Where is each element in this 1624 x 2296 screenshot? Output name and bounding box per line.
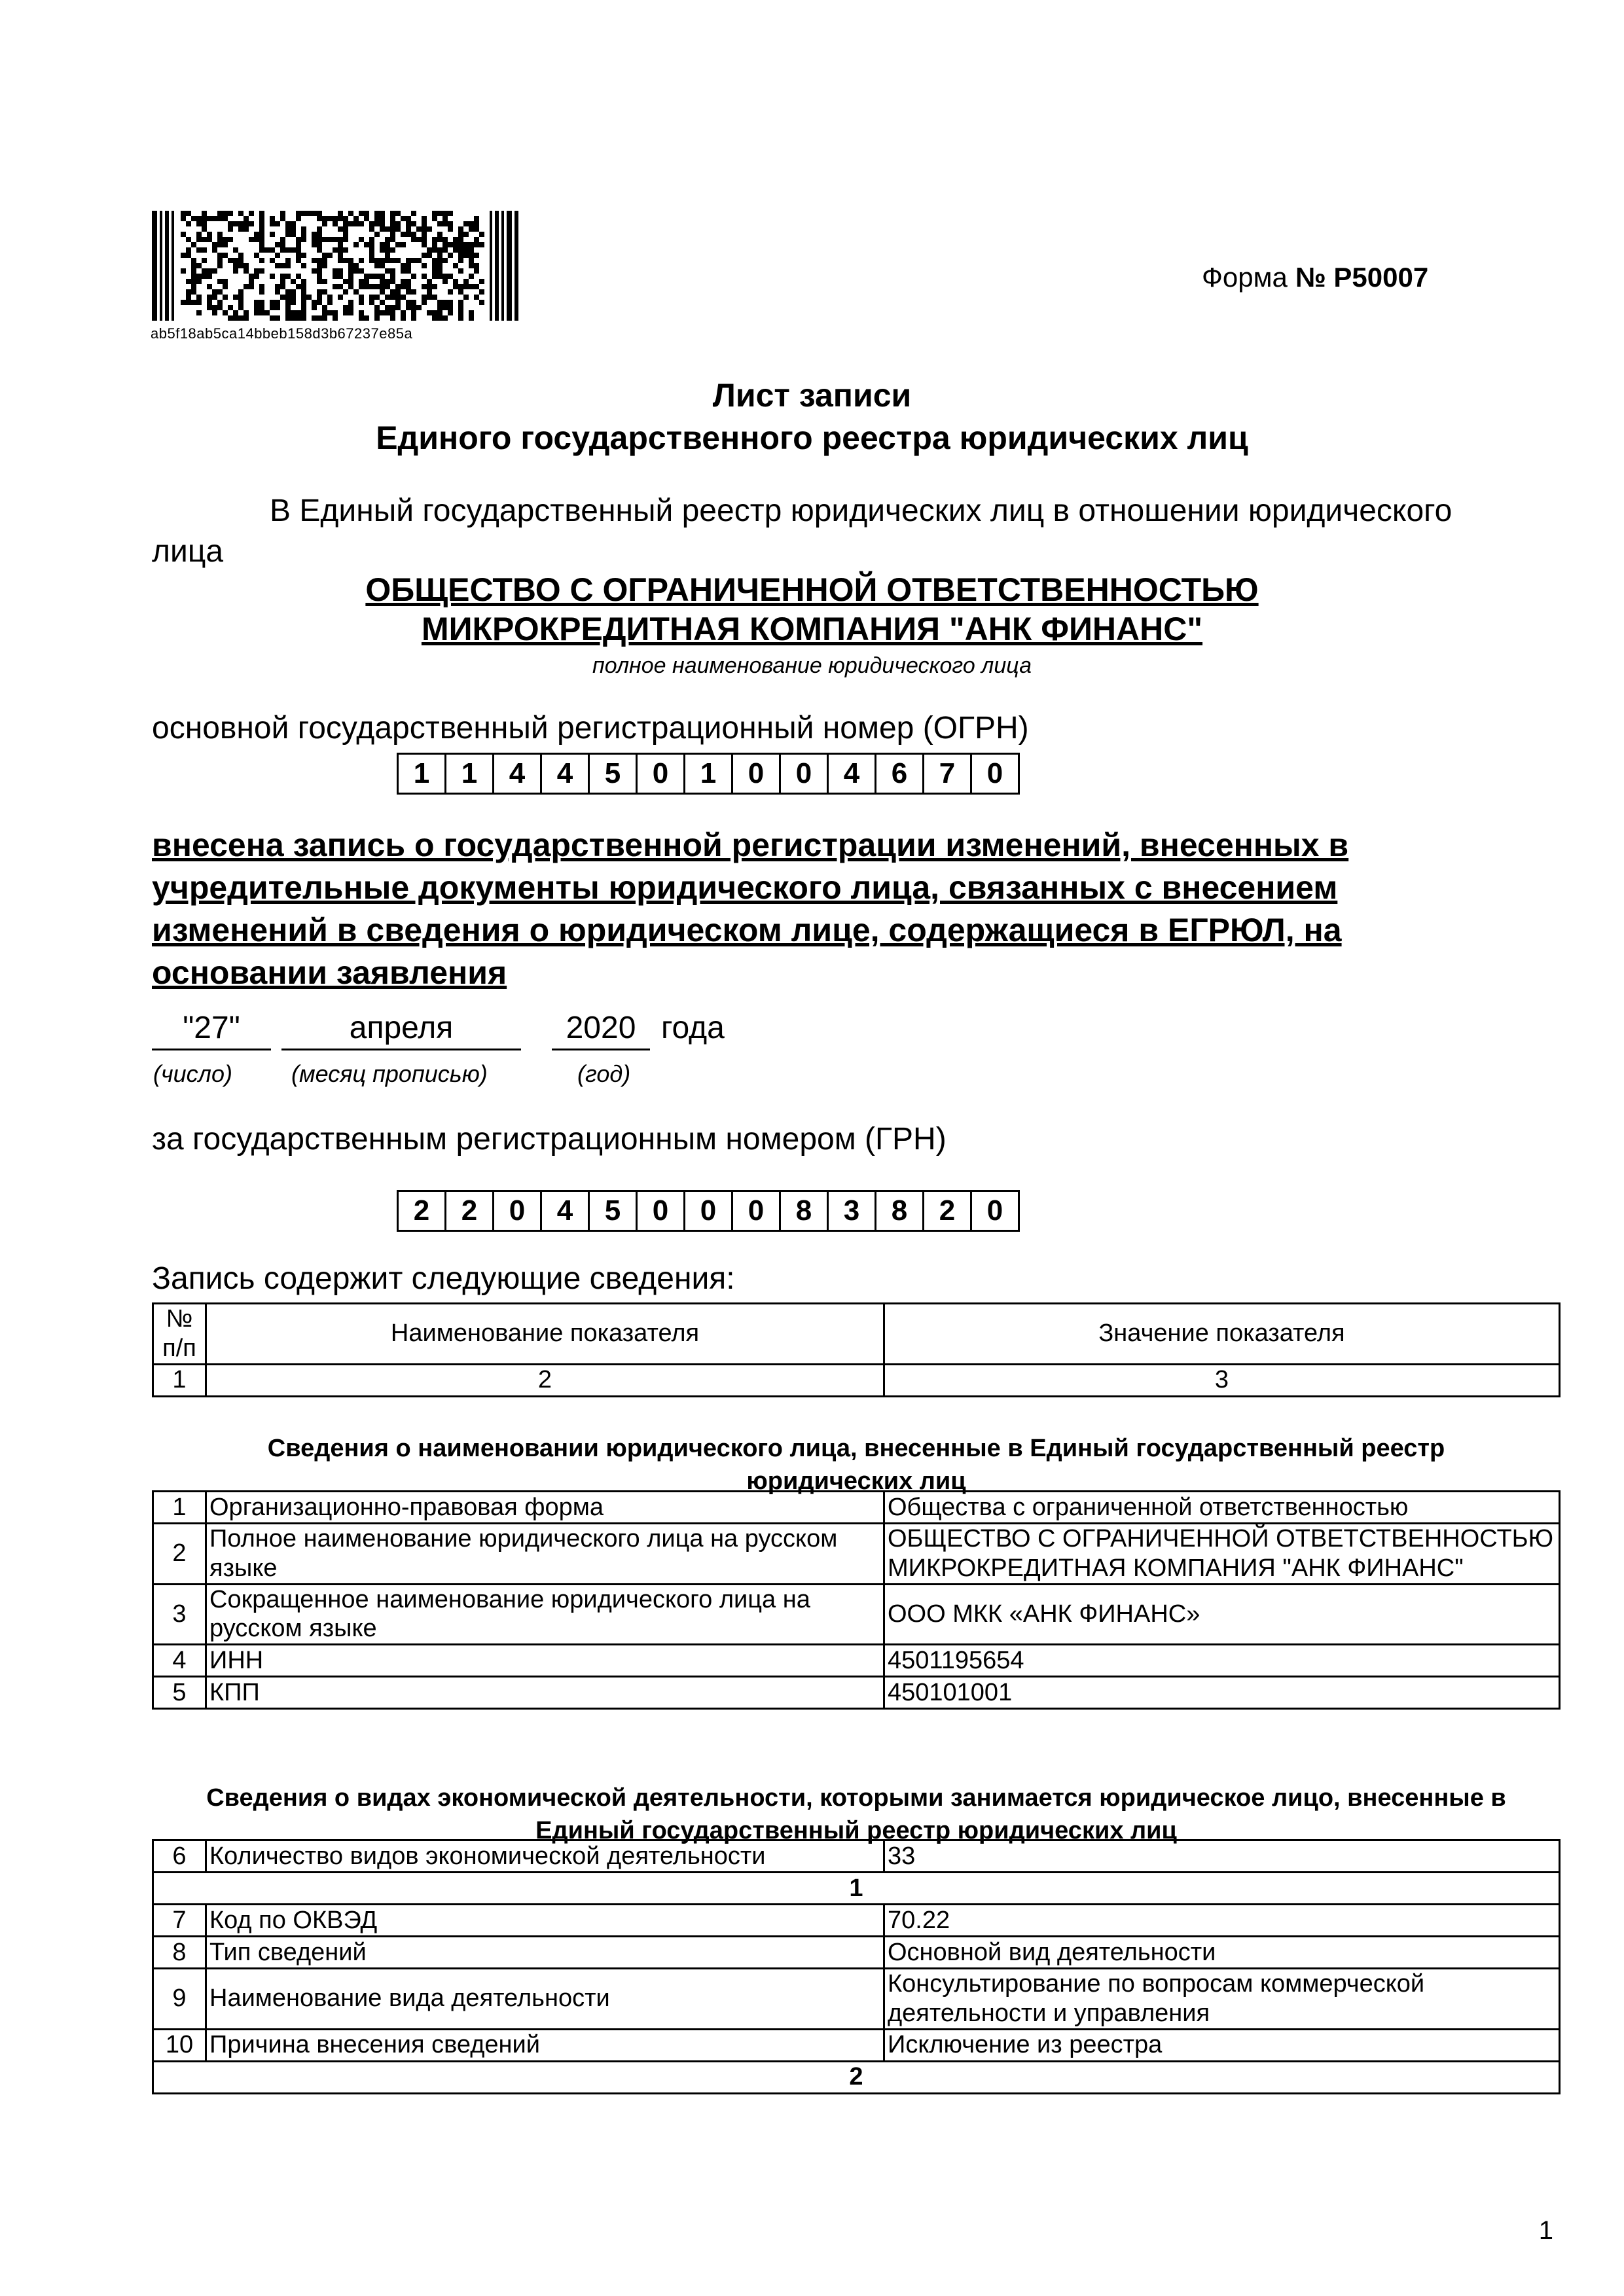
row-name: ИНН [206,1645,884,1677]
index-col1: 1 [153,1364,206,1396]
grn-digit: 3 [829,1192,876,1230]
row-name: КПП [206,1677,884,1709]
ogrn-digit-boxes [397,753,1020,795]
grn-digit: 4 [542,1192,590,1230]
date-day-caption: (число) [153,1060,232,1087]
row-name: Организационно-правовая форма [206,1492,884,1524]
row-value: Общества с ограниченной ответственностью [884,1492,1560,1524]
table-row [153,1937,1560,1969]
table-index-row [153,1364,1560,1396]
grn-digit: 2 [924,1192,972,1230]
row-name: Код по ОКВЭД [206,1905,884,1937]
barcode-image [152,211,518,321]
grn-digit: 0 [986,1194,1003,1227]
records-header-table [152,1302,1561,1397]
form-number [1202,262,1428,293]
table-header-row [153,1304,1560,1365]
date-year-caption: (год) [577,1060,631,1087]
ogrn-digit: 1 [446,755,494,793]
row-value: ООО МКК «АНК ФИНАНС» [884,1584,1560,1645]
entry-description-line1: внесена запись о государственной регистрации изменений, внесенных в [152,827,1349,863]
section-title-activity-info [152,1782,1561,1847]
row-name: Сокращенное наименование юридического лица на русском языке [206,1584,884,1645]
header-value: Значение показателя [884,1304,1560,1365]
table-row [153,1969,1560,2030]
grn-digit: 0 [638,1192,685,1230]
date-month-caption: (месяц прописью) [291,1060,488,1087]
ogrn-digit: 4 [829,755,876,793]
grn-digit: 8 [781,1192,829,1230]
section-title-name-info [152,1432,1561,1498]
table-row [153,1584,1560,1645]
row-value: Консультирование по вопросам коммерческой деятельности и управления [884,1969,1560,2030]
records-intro: Запись содержит следующие сведения: [152,1261,735,1296]
intro-text-line2: лица [152,534,224,569]
row-num: 7 [153,1905,206,1937]
row-value: ОБЩЕСТВО С ОГРАНИЧЕННОЙ ОТВЕТСТВЕННОСТЬЮ МИКРОКРЕДИТНАЯ КОМПАНИЯ "АНК ФИНАНС" [884,1524,1560,1585]
ogrn-digit: 0 [638,755,685,793]
table-group-row [153,2061,1560,2093]
row-name: Полное наименование юридического лица на русском языке [206,1524,884,1585]
section1-title-line2: юридических лиц [746,1467,966,1496]
row-value: Основной вид деятельности [884,1937,1560,1969]
form-number-value: № Р50007 [1295,262,1429,293]
grn-digit: 8 [876,1192,924,1230]
ogrn-digit: 6 [876,755,924,793]
entry-description-line3: изменений в сведения о юридическом лице, содержащиеся в ЕГРЮЛ, на [152,912,1342,948]
group-number: 1 [153,1873,1560,1905]
row-value: 4501195654 [884,1645,1560,1677]
document-subtitle: Единого государственного реестра юридических лиц [376,420,1248,456]
row-value: 70.22 [884,1905,1560,1937]
grn-digit-boxes [397,1190,1020,1232]
table-row [153,1677,1560,1709]
header-num: № п/п [153,1304,206,1365]
grn-digit: 5 [590,1192,638,1230]
row-value: 450101001 [884,1677,1560,1709]
row-num: 1 [153,1492,206,1524]
row-num: 9 [153,1969,206,2030]
row-value: 33 [884,1840,1560,1873]
grn-label: за государственным регистрационным номером (ГРН) [152,1122,947,1157]
date-month: апреля [281,1010,521,1050]
page-number: 1 [1538,2216,1553,2245]
organization-name-line2: МИКРОКРЕДИТНАЯ КОМПАНИЯ "АНК ФИНАНС" [421,611,1203,647]
form-label-text: Форма [1202,262,1288,293]
grn-digit: 0 [733,1192,781,1230]
table-row [153,1905,1560,1937]
table-row [153,1524,1560,1585]
section2-title-line1: Сведения о видах экономической деятельности, которыми занимается юридическое лицо, внесенные в [206,1784,1506,1812]
entry-description-line4: основании заявления [152,954,507,991]
section1-title-line1: Сведения о наименовании юридического лица, внесенные в Единый государственный реестр [267,1435,1445,1462]
ogrn-digit: 1 [399,755,446,793]
section2-title-line2: Единый государственный реестр юридических лиц [535,1817,1177,1845]
ogrn-digit: 4 [494,755,542,793]
ogrn-digit: 0 [986,757,1003,789]
entry-description-line2: учредительные документы юридического лица, связанных с внесением [152,869,1338,906]
table-row [153,1492,1560,1524]
organization-name-line1: ОБЩЕСТВО С ОГРАНИЧЕННОЙ ОТВЕТСТВЕННОСТЬЮ [365,571,1259,608]
grn-digit: 0 [494,1192,542,1230]
table-row [153,2029,1560,2061]
ogrn-digit: 4 [542,755,590,793]
ogrn-digit: 0 [781,755,829,793]
row-num: 2 [153,1524,206,1585]
ogrn-digit: 1 [685,755,733,793]
row-name: Наименование вида деятельности [206,1969,884,2030]
row-num: 3 [153,1584,206,1645]
organization-name-caption: полное наименование юридического лица [592,653,1032,678]
row-name: Тип сведений [206,1937,884,1969]
barcode-id-text: ab5f18ab5ca14bbeb158d3b67237e85a [151,325,413,342]
index-col3: 3 [884,1364,1560,1396]
row-num: 8 [153,1937,206,1969]
row-num: 6 [153,1840,206,1873]
activity-info-table [152,1839,1561,2094]
date-day: "27" [152,1010,271,1050]
index-col2: 2 [206,1364,884,1396]
ogrn-digit: 5 [590,755,638,793]
table-row [153,1645,1560,1677]
group-number: 2 [153,2061,1560,2093]
grn-digit: 2 [399,1192,446,1230]
name-info-table [152,1490,1561,1710]
row-num: 5 [153,1677,206,1709]
grn-digit: 0 [685,1192,733,1230]
row-num: 10 [153,2029,206,2061]
row-num: 4 [153,1645,206,1677]
header-name: Наименование показателя [206,1304,884,1365]
date-suffix: года [661,1011,725,1045]
document-title: Лист записи [712,377,912,414]
row-value: Исключение из реестра [884,2029,1560,2061]
row-name: Количество видов экономической деятельности [206,1840,884,1873]
intro-text-line1: В Единый государственный реестр юридических лиц в отношении юридического [270,493,1453,528]
table-group-row [153,1873,1560,1905]
date-year: 2020 [552,1010,650,1050]
table-row [153,1840,1560,1873]
row-name: Причина внесения сведений [206,2029,884,2061]
grn-digit: 2 [446,1192,494,1230]
ogrn-digit: 7 [924,755,972,793]
ogrn-digit: 0 [733,755,781,793]
ogrn-label: основной государственный регистрационный номер (ОГРН) [152,711,1029,745]
